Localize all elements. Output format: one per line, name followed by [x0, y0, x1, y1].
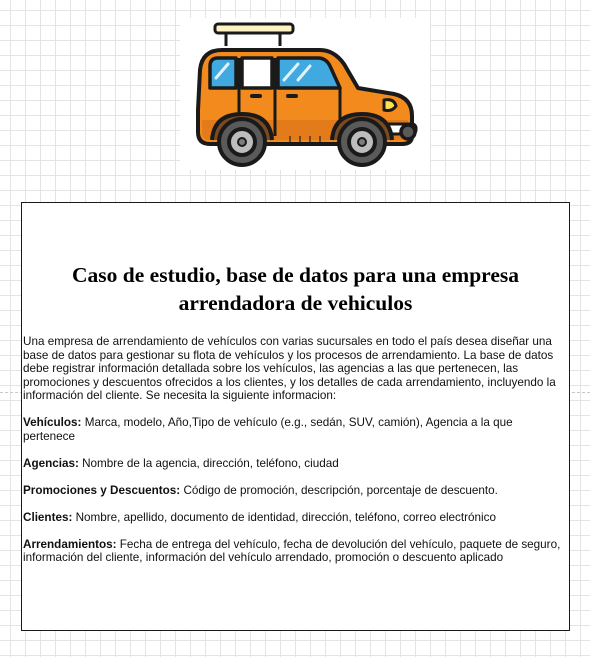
case-study-title: Caso de estudio, base de datos para una empresa arrendadora de vehiculos [72, 263, 519, 315]
entity-attributes: Marca, modelo, Año,Tipo de vehículo (e.g., sedán, SUV, camión), Agencia a la que pertenece [23, 416, 513, 443]
case-study-card[interactable] [21, 202, 570, 631]
car-illustration[interactable] [180, 18, 430, 170]
entity-attributes: Nombre, apellido, documento de identidad, dirección, teléfono, correo electrónico [75, 510, 496, 524]
entity-attributes: Código de promoción, descripción, porcentaje de descuento. [183, 483, 498, 497]
case-study-intro: Una empresa de arrendamiento de vehículos con varias sucursales en todo el país desea diseñar una base de datos para gestionar su flota de vehículos y los procesos de arrendamiento. La base de datos debe registrar información detallada sobre los vehículos, las agencias a las que pertenecen, las promociones y descuentos ofrecidos a los clientes, y los detalles de cada arrendamiento, incluyendo la información del cliente. Se necesita la siguiente informacion: [23, 335, 556, 403]
entity-name: Promociones y Descuentos: [23, 483, 181, 497]
entity-attributes: Fecha de entrega del vehículo, fecha de devolución del vehículo, paquete de seguro, información del cliente, información del vehículo arrendado, promoción o descuento aplicado [23, 537, 561, 565]
suv-car-icon [180, 18, 430, 170]
roof-rack [215, 24, 293, 46]
entity-promociones [23, 484, 566, 498]
rear-wheel [219, 119, 265, 165]
entity-vehiculos [23, 416, 566, 443]
spare-wheel [401, 125, 415, 139]
entity-agencias [23, 457, 566, 471]
entity-name: Vehículos: [23, 416, 82, 430]
entity-clientes [23, 511, 566, 525]
front-wheel [339, 119, 385, 165]
entity-name: Clientes: [23, 510, 73, 524]
case-study-body [23, 335, 566, 578]
entity-name: Agencias: [23, 456, 79, 470]
entity-arrendamientos [23, 538, 566, 565]
entity-name: Arrendamientos: [23, 537, 117, 551]
entity-attributes: Nombre de la agencia, dirección, teléfono, ciudad [82, 456, 339, 470]
